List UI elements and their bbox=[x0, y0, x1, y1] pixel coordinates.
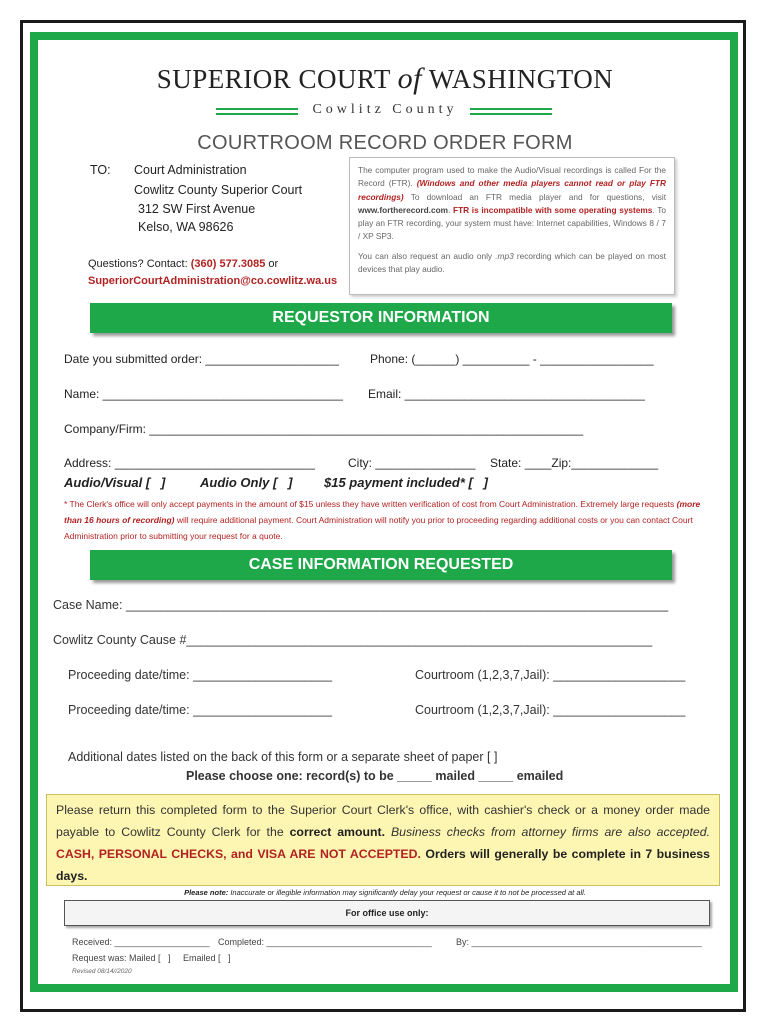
proceeding-date-2[interactable]: Proceeding date/time: ____________________ bbox=[68, 703, 333, 717]
case-name-field[interactable]: Case Name: ______________________________________________________________________________ bbox=[53, 598, 669, 612]
contact-email[interactable]: SuperiorCourtAdministration@co.cowlitz.wa.us bbox=[88, 275, 338, 287]
contact-info: Questions? Contact: (360) 577.3085 or SuperiorCourtAdministration@co.cowlitz.wa.us bbox=[88, 258, 338, 287]
court-title: SUPERIOR COURT of WASHINGTON bbox=[156, 62, 614, 95]
address-line-3: 312 SW First Avenue bbox=[138, 202, 256, 216]
to-label: TO: bbox=[90, 163, 111, 177]
requestor-banner: REQUESTOR INFORMATION bbox=[90, 303, 672, 333]
address-line-1: Court Administration bbox=[134, 163, 247, 177]
office-use-box: For office use only: bbox=[64, 900, 710, 926]
courtroom-1[interactable]: Courtroom (1,2,3,7,Jail): ___________________ bbox=[415, 668, 686, 682]
name-field[interactable]: Name: ____________________________________ bbox=[64, 387, 343, 401]
email-field[interactable]: Email: ____________________________________ bbox=[368, 387, 645, 401]
contact-phone: (360) 577.3085 bbox=[190, 258, 266, 270]
address-line-4: Kelso, WA 98626 bbox=[138, 220, 234, 234]
case-banner: CASE INFORMATION REQUESTED bbox=[90, 550, 672, 580]
audio-visual-checkbox[interactable]: Audio/Visual [ ] bbox=[64, 475, 166, 490]
revision-date: Revised 08/14//2020 bbox=[72, 968, 132, 975]
payment-checkbox[interactable]: $15 payment included* [ ] bbox=[324, 475, 488, 490]
courtroom-2[interactable]: Courtroom (1,2,3,7,Jail): ___________________ bbox=[415, 703, 686, 717]
phone-field[interactable]: Phone: (______) __________ - _________________ bbox=[370, 352, 654, 366]
date-submitted-field[interactable]: Date you submitted order: ____________________ bbox=[64, 352, 339, 366]
request-method[interactable]: Request was: Mailed [ ] Emailed [ ] bbox=[72, 953, 231, 963]
company-field[interactable]: Company/Firm: _________________________________________________________________ bbox=[64, 422, 584, 436]
audio-only-checkbox[interactable]: Audio Only [ ] bbox=[200, 475, 293, 490]
return-instructions: Please return this completed form to the Superior Court Clerk's office, with cashier's check or a money order made payable to Cowlitz County Clerk for the correct amount. Business checks from attorney firms are also accepted. CASH, PERSONAL CHECKS, and VISA ARE NOT ACCEPTED. Orders will generally be complete in 7 business days. bbox=[46, 794, 720, 886]
state-zip-field[interactable]: State: ____Zip:_____________ bbox=[490, 456, 659, 470]
address-line-2: Cowlitz County Superior Court bbox=[134, 183, 303, 197]
ftr-info-box: The computer program used to make the Audio/Visual recordings is called For the Record (FTR). (Windows and other media players cannot read or play FTR recordings) To download an FTR media player and for questions, visit www.fortherecord.com. FTR is incompatible with some operating systems. To play an FTR recording, your system must have: Internet capabilities, Windows 8 / 7 / XP SP3. You can also request an audio only .mp3 recording which can be played on most devices that play audio. bbox=[349, 157, 675, 295]
proceeding-date-1[interactable]: Proceeding date/time: ____________________ bbox=[68, 668, 333, 682]
county-name: Cowlitz County bbox=[312, 102, 458, 117]
payment-note: * The Clerk's office will only accept payments in the amount of $15 unless they have written verification of cost from Court Administration. Extremely large requests (more than 16 hours of recording) will require additional payment. Court Administration will notify you prior to proceeding regarding additional costs or you can contact Court Administration prior to submitting your request for a quote. bbox=[64, 499, 701, 541]
received-field[interactable]: Received: ___________________ bbox=[72, 937, 210, 947]
additional-dates-checkbox[interactable]: Additional dates listed on the back of this form or a separate sheet of paper [ ] bbox=[68, 750, 498, 764]
cause-number-field[interactable]: Cowlitz County Cause #___________________________________________________________________ bbox=[53, 633, 653, 647]
address-field[interactable]: Address: ______________________________ bbox=[64, 456, 315, 470]
please-note: Please note: Inaccurate or illegible information may significantly delay your request or cause it to not be processed at all. bbox=[184, 888, 586, 897]
city-field[interactable]: City: _______________ bbox=[348, 456, 476, 470]
ftr-website-link[interactable]: www.fortherecord.com bbox=[358, 204, 449, 215]
completed-field[interactable]: Completed: _________________________________ bbox=[218, 937, 432, 947]
delivery-choice[interactable]: Please choose one: record(s) to be _____ mailed _____ emailed bbox=[186, 769, 564, 783]
form-title: COURTROOM RECORD ORDER FORM bbox=[197, 132, 573, 154]
by-field[interactable]: By: ______________________________________________ bbox=[456, 937, 702, 947]
